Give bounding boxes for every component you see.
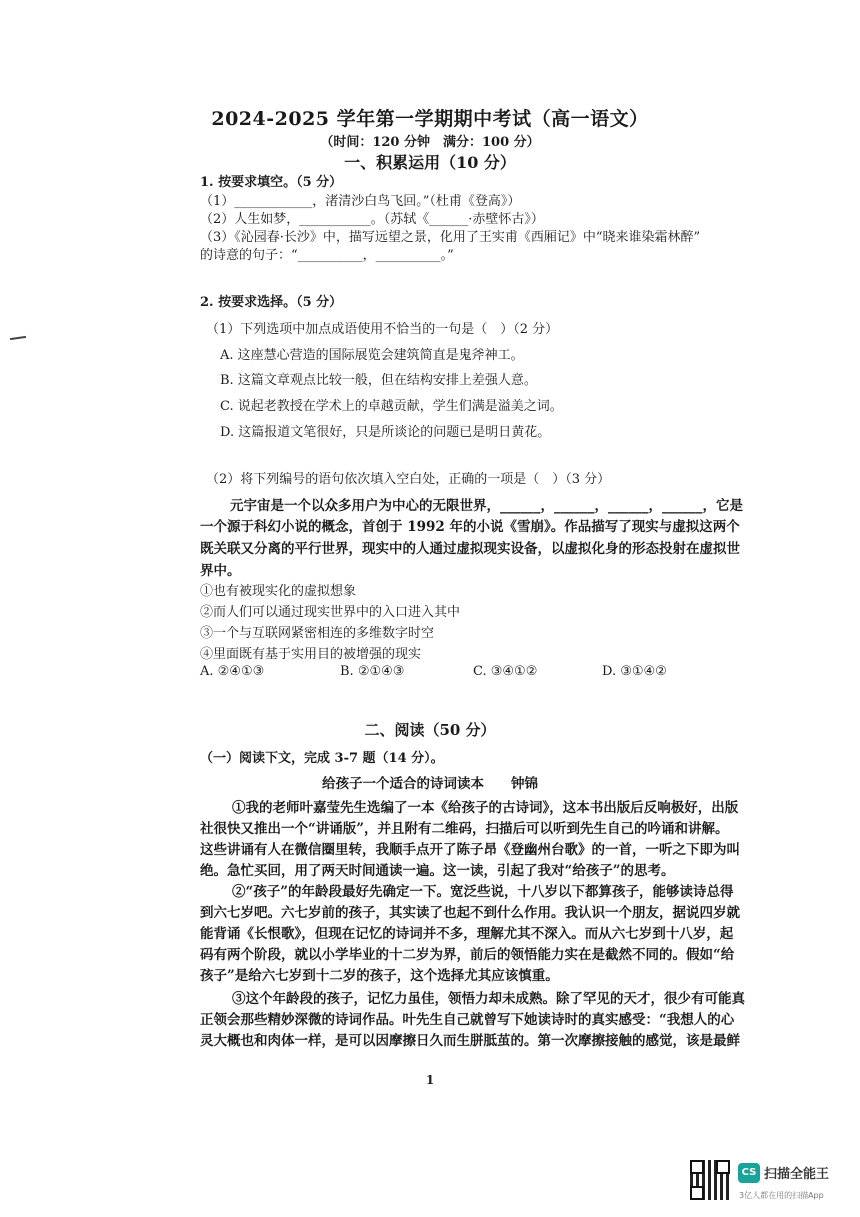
- qr-code-icon: [690, 1160, 730, 1200]
- q1-line3: （3）《沁园春·长沙》中，描写远望之景，化用了王实甫《西厢记》中“晓来谁染霜林醉”: [200, 230, 701, 245]
- reading-part1: （一）阅读下文，完成 3-7 题（14 分）。: [200, 751, 444, 766]
- q2-passage-line4: 界中。: [200, 563, 241, 579]
- q2-passage-line3: 既关联又分离的平行世界，现实中的人通过虚拟现实设备，以虚拟化身的形态投射在虚拟世: [200, 541, 740, 557]
- q1-line1: （1）____________，渚清沙白鸟飞回。”（杜甫《登高》）: [200, 194, 521, 209]
- page-number: 1: [425, 1073, 435, 1087]
- article-line: 正领会那些精妙深微的诗词作品。叶先生自己就曾写下她读诗时的真实感受：“我想人的心: [200, 1012, 735, 1028]
- q1-stem: 1. 按要求填空。（5 分）: [200, 175, 343, 190]
- article-line: ②“孩子”的年龄段最好先确定一下。宽泛些说，十八岁以下都算孩子，能够读诗总得: [232, 884, 734, 900]
- q2-option-c: C. 说起老教授在学术上的卓越贡献，学生们满是溢美之词。: [220, 399, 563, 414]
- article-title: 给孩子一个适合的诗词读本 钟锦: [322, 776, 538, 792]
- exam-title: 2024-2025 学年第一学期期中考试（高一语文）: [211, 108, 649, 130]
- q2-answer-d: D. ③①④②: [602, 664, 667, 679]
- q2-option-a: A. 这座慧心营造的国际展览会建筑简直是鬼斧神工。: [220, 348, 524, 363]
- exam-subtitle: （时间：120 分钟 满分：100 分）: [320, 135, 540, 150]
- scanner-app-name: 扫描全能王: [764, 1167, 830, 1182]
- q2-answer-b: B. ②①④③: [340, 664, 405, 679]
- q2-sentence-2: ②而人们可以通过现实世界中的入口进入其中: [200, 605, 461, 620]
- q2-sentence-3: ③一个与互联网紧密相连的多维数字时空: [200, 626, 435, 641]
- q1-line4: 的诗意的句子：“__________，__________。”: [200, 248, 454, 263]
- q2-option-b: B. 这篇文章观点比较一般，但在结构安排上差强人意。: [220, 373, 537, 388]
- article-line: 码有两个阶段，就以小学毕业的十二岁为界，前后的领悟能力实在是截然不同的。假如“给: [200, 947, 735, 963]
- scanner-tagline: 3亿人都在用的扫描App: [739, 1191, 824, 1200]
- section1-heading: 一、积累运用（10 分）: [344, 153, 516, 172]
- q2-sub2: （2）将下列编号的语句依次填入空白处，正确的一项是（ ）（3 分）: [206, 472, 611, 487]
- q2-sentence-4: ④里面既有基于实用目的被增强的现实: [200, 647, 422, 662]
- q2-stem: 2. 按要求选择。（5 分）: [200, 295, 343, 310]
- q2-sentence-1: ①也有被现实化的虚拟想象: [200, 584, 357, 599]
- q2-passage-line2: 一个源于科幻小说的概念，首创于 1992 年的小说《雪崩》。作品描写了现实与虚拟这两个: [200, 519, 740, 535]
- article-line: 这些讲诵有人在微信圈里转，我顺手点开了陈子昂《登幽州台歌》的一首，一听之下即为叫: [200, 842, 740, 858]
- article-line: 到六七岁吧。六七岁前的孩子，其实读了也起不到什么作用。我认识一个朋友，据说四岁就: [200, 905, 740, 921]
- q2-sub1: （1）下列选项中加点成语使用不恰当的一句是（ ）（2 分）: [206, 322, 559, 337]
- q2-answer-a: A. ②④①③: [200, 664, 265, 679]
- article-line: 绝。急忙买回，用了两天时间通读一遍。这一读，引起了我对“给孩子”的思考。: [200, 863, 675, 879]
- article-line: 社很快又推出一个“讲诵版”，并且附有二维码，扫描后可以听到先生自己的吟诵和讲解。: [200, 821, 729, 837]
- scanner-logo-icon: CS: [738, 1163, 760, 1183]
- article-line: ③这个年龄段的孩子，记忆力虽佳，领悟力却未成熟。除了罕见的天才，很少有可能真: [232, 991, 745, 1007]
- scan-mark: [10, 336, 26, 340]
- article-line: 孩子”是给六七岁到十二岁的孩子，这个选择尤其应该慎重。: [200, 968, 559, 984]
- article-line: 能背诵《长恨歌》，但现在记忆的诗词并不多，理解尤其不深入。而从六七岁到十八岁，起: [200, 926, 734, 942]
- q2-option-d: D. 这篇报道文笔很好，只是所谈论的问题已是明日黄花。: [220, 425, 551, 440]
- article-line: ①我的老师叶嘉莹先生选编了一本《给孩子的古诗词》，这本书出版后反响极好，出版: [232, 800, 739, 816]
- section2-heading: 二、阅读（50 分）: [364, 721, 496, 739]
- article-line: 灵大概也和肉体一样，是可以因摩擦日久而生胼胝茧的。第一次摩擦接触的感觉，该是最鲜: [200, 1033, 740, 1049]
- q2-passage-line1: 元宇宙是一个以众多用户为中心的无限世界，______，______，______，______，它是: [230, 498, 743, 514]
- q2-answer-c: C. ③④①②: [473, 664, 538, 679]
- q1-line2: （2）人生如梦，___________。（苏轼《______·赤壁怀古》）: [200, 212, 544, 227]
